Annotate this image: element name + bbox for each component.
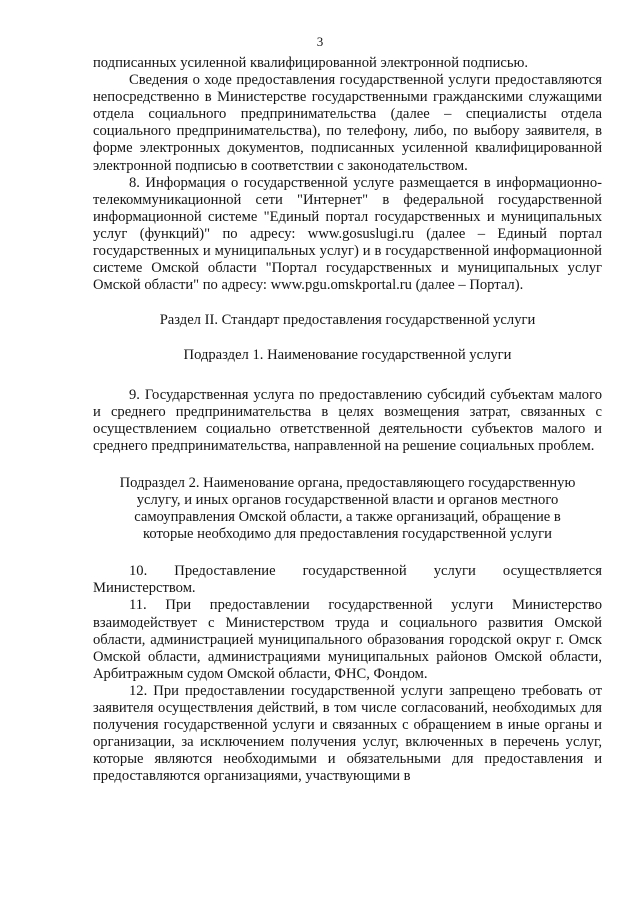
paragraph-9: 9. Государственная услуга по предоставлению субсидий субъектам малого и среднего предпринимательства в целях возмещения затрат, связанных с осуществлением социально ответственной деятельности субъектов малого и среднего предпринимательства, направленной на решение социальных проблем. [93, 386, 602, 454]
paragraph-continuation: подписанных усиленной квалифицированной электронной подписью. [93, 55, 529, 71]
section-2-heading: Раздел II. Стандарт предоставления государственной услуги [159, 312, 536, 329]
paragraph-8: 8. Информация о государственной услуге размещается в информационно-телекоммуникационной сети "Интернет" в федеральной государственной информационной системе "Единый портал государственных и муниципальных услуг (функций)" по адресу: www.gosuslugi.ru (далее – Единый портал государственных и муниципальных услуг) и в государственной информационной системе Омской области "Портал государственных и муниципальных услуг Омской области" по адресу: www.pgu.omskportal.ru (далее – Портал). [93, 174, 602, 294]
paragraph-svedeniya: Сведения о ходе предоставления государственной услуги предоставляются непосредственно в Министерстве государственными гражданскими служащими отдела социального предпринимательства (далее – специалисты отдела социального предпринимательства), по телефону, либо, по выбору заявителя, в форме электронных документов, подписанных усиленной квалифицированной электронной подписью в соответствии с законодательством. [93, 72, 602, 174]
paragraph-11: 11. При предоставлении государственной услуги Министерство взаимодействует с Министерством труда и социального развития Омской области, администрацией муниципального образования городской округ г. Омск Омской области, администрациями муниципальных районов Омской области, Арбитражным судом Омской области, ФНС, Фондом. [93, 597, 602, 682]
subsection-1-heading: Подраздел 1. Наименование государственной услуги [183, 347, 512, 364]
subsection-2-heading: Подраздел 2. Наименование органа, предоставляющего государственную услугу, и иных органов государственной власти и органов местного самоуправления Омской области, а также организаций, обращение в которые необходимо для предоставления государственной услуги [119, 474, 576, 543]
paragraph-10: 10. Предоставление государственной услуги осуществляется Министерством. [93, 563, 602, 597]
page-number: 3 [316, 34, 324, 49]
document-body [93, 55, 602, 785]
paragraph-12: 12. При предоставлении государственной услуги запрещено требовать от заявителя осуществления действий, в том числе согласований, необходимых для получения государственной услуги и связанных с обращением в иные органы и организации, за исключением получения услуг, включенных в перечень услуг, которые являются необходимыми и обязательными для предоставления и предоставляются организациями, участвующими в [93, 682, 602, 785]
